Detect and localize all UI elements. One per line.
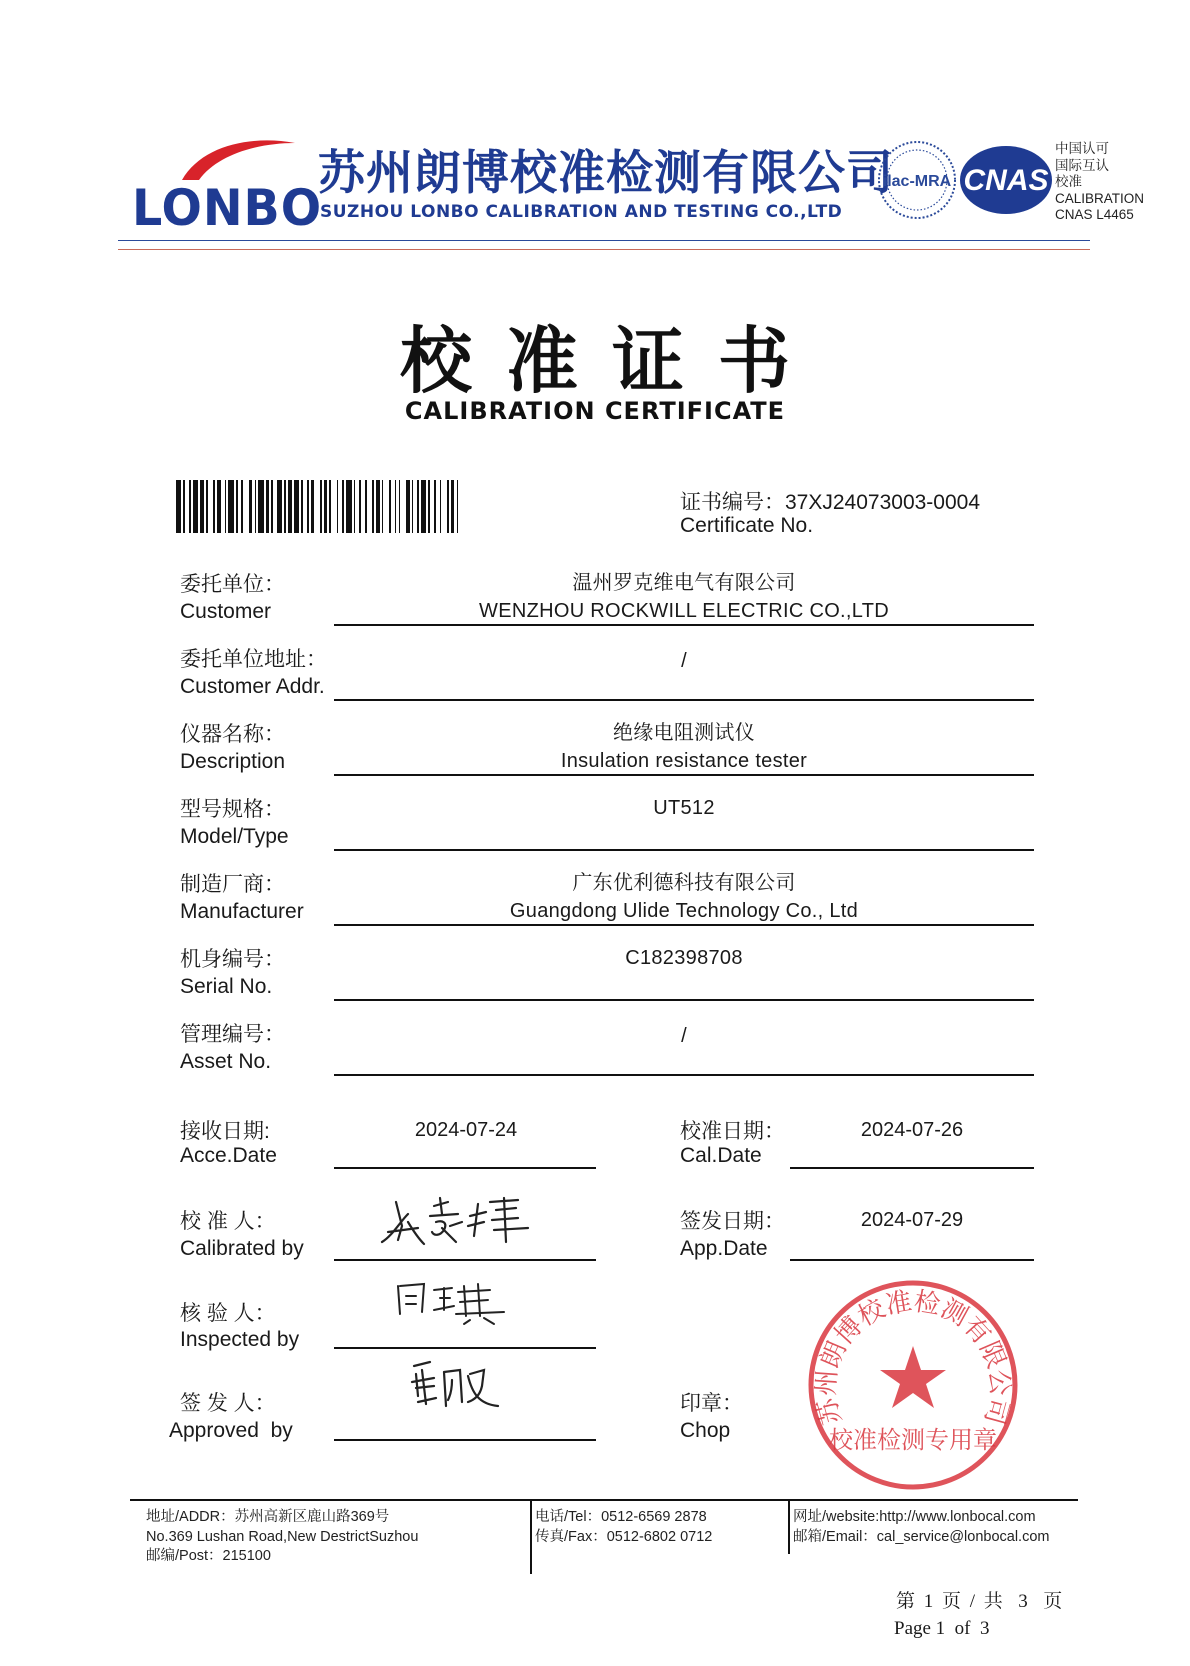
approver-signature	[408, 1356, 504, 1416]
calibrator-signature	[378, 1192, 538, 1250]
barcode-bar	[329, 480, 331, 533]
barcode-bar	[457, 480, 459, 533]
ilac-mra-logo-icon	[875, 135, 959, 225]
title-cn: 校准证书	[399, 319, 824, 403]
barcode-bar	[228, 480, 233, 533]
barcode-bar	[399, 480, 401, 533]
app-date-label-cn: 签发日期：	[680, 1210, 785, 1233]
barcode-bar	[365, 480, 367, 533]
cnas-info-line: 国际互认	[1055, 157, 1109, 173]
footer-divider	[130, 1499, 1078, 1501]
footer-separator	[530, 1501, 532, 1574]
logo-swoosh-icon	[177, 135, 297, 185]
company-name-cn: 苏州朗博校准检测有限公司	[318, 146, 894, 201]
barcode-bar	[225, 480, 227, 533]
description-underline	[334, 774, 1034, 776]
barcode-bar	[266, 480, 270, 533]
barcode-bar	[376, 480, 380, 533]
barcode-bar	[277, 480, 282, 533]
manufacturer-label-en: Manufacturer	[180, 900, 304, 923]
description-value-en: Insulation resistance tester	[560, 750, 808, 772]
customer-underline	[334, 624, 1034, 626]
barcode-bar	[183, 480, 185, 533]
barcode-bar	[389, 480, 391, 533]
customer-addr-label-cn: 委托单位地址：	[180, 648, 327, 671]
barcode-bar	[337, 480, 339, 533]
barcode-bar	[213, 480, 215, 533]
cal-date-label-cn: 校准日期：	[680, 1120, 785, 1143]
cnas-accreditation-info	[1055, 141, 1144, 224]
customer-label-cn: 委托单位：	[180, 573, 285, 596]
footer-fax: 传真/Fax：0512-6802 0712	[535, 1528, 713, 1545]
barcode-bar	[200, 480, 204, 533]
barcode-bar	[236, 480, 238, 533]
certificate-number-value: 37XJ24073003-0004	[785, 491, 981, 514]
customer-value-en: WENZHOU ROCKWILL ELECTRIC CO.,LTD	[479, 600, 889, 622]
certificate-number-label-en: Certificate No.	[680, 514, 814, 537]
footer-address	[146, 1508, 418, 1567]
barcode-bar	[193, 480, 198, 533]
footer-phone	[535, 1508, 712, 1547]
barcode-bar	[354, 480, 356, 533]
barcode-bar	[311, 480, 315, 533]
customer-addr-value: /	[681, 650, 687, 672]
calibrated-by-label-cn: 校 准 人：	[180, 1210, 276, 1233]
inspected-by-underline	[334, 1347, 596, 1349]
cal-date-value: 2024-07-26	[860, 1119, 964, 1141]
app-date-label-en: App.Date	[680, 1237, 768, 1260]
chop-label-en: Chop	[680, 1419, 731, 1442]
certificate-number	[680, 486, 980, 516]
barcode-bar	[440, 480, 442, 533]
barcode-bar	[359, 480, 361, 533]
calibrated-by-label-en: Calibrated by	[180, 1237, 304, 1260]
barcode-bar	[241, 480, 243, 533]
barcode-bar	[255, 480, 257, 533]
app-date-value: 2024-07-29	[860, 1209, 964, 1231]
footer-website: 网址/website:http://www.lonbocal.com	[793, 1509, 1036, 1525]
asset-underline	[334, 1074, 1034, 1076]
page-number-cn: 第 1 页 / 共 3 页	[896, 1591, 1065, 1612]
manufacturer-underline	[334, 924, 1034, 926]
header-divider-accent	[118, 249, 1090, 250]
inspector-signature	[394, 1276, 512, 1326]
certificate-number-label: 证书编号：	[680, 491, 785, 514]
acce-date-underline	[334, 1167, 596, 1169]
barcode-bar	[271, 480, 273, 533]
page-number-en: Page 1 of 3	[894, 1618, 990, 1639]
model-underline	[334, 849, 1034, 851]
serial-label-en: Serial No.	[180, 975, 273, 998]
manufacturer-label-cn: 制造厂商：	[180, 873, 285, 896]
serial-underline	[334, 999, 1034, 1001]
barcode-bar	[176, 480, 181, 533]
acce-date-value: 2024-07-24	[414, 1119, 518, 1141]
asset-label-cn: 管理编号：	[180, 1023, 285, 1046]
footer-address-line: No.369 Lushan Road,New DestrictSuzhou	[146, 1528, 419, 1545]
barcode-bar	[249, 480, 253, 533]
barcode-bar	[301, 480, 303, 533]
logo-text: LONBO	[132, 179, 323, 237]
barcode-bar	[206, 480, 208, 533]
barcode-bar	[417, 480, 419, 533]
barcode-bar	[342, 480, 344, 533]
barcode-bar	[428, 480, 430, 533]
approved-by-underline	[334, 1439, 596, 1441]
cnas-info-line: CALIBRATION	[1055, 190, 1145, 206]
serial-value: C182398708	[625, 947, 743, 969]
barcode-bar	[189, 480, 191, 533]
cal-date-underline	[790, 1167, 1034, 1169]
barcode-bar	[307, 480, 309, 533]
inspected-by-label-en: Inspected by	[180, 1328, 300, 1351]
asset-value: /	[681, 1025, 687, 1047]
barcode-bar	[395, 480, 397, 533]
seal-company-text: 苏州朗博校准检测有限公司	[811, 1286, 1015, 1428]
chop-label-cn: 印章：	[680, 1392, 743, 1415]
official-seal-stamp	[806, 1278, 1020, 1492]
barcode-bar	[324, 480, 328, 533]
customer-addr-underline	[334, 699, 1034, 701]
description-label-en: Description	[180, 750, 286, 773]
barcode-bar	[412, 480, 414, 533]
barcode-bar	[406, 480, 410, 533]
description-value-cn: 绝缘电阻测试仪	[612, 722, 756, 744]
barcode-bar	[346, 480, 351, 533]
barcode-bar	[288, 480, 292, 533]
barcode-bar	[294, 480, 299, 533]
footer-email: 邮箱/Email：cal_service@lonbocal.com	[793, 1528, 1050, 1545]
header-divider	[118, 240, 1090, 241]
seal-purpose-text: 校准检测专用章	[829, 1426, 997, 1454]
ilac-text: ilac-MRA	[882, 173, 952, 190]
calibrated-by-underline	[334, 1259, 596, 1261]
barcode	[176, 480, 464, 533]
manufacturer-value-cn: 广东优利德科技有限公司	[572, 872, 796, 894]
customer-value-cn: 温州罗克维电气有限公司	[572, 572, 796, 594]
barcode-bar	[258, 480, 263, 533]
footer-postcode: 邮编/Post：215100	[146, 1548, 271, 1564]
cnas-info-line: 校准	[1055, 174, 1082, 189]
company-name-en: SUZHOU LONBO CALIBRATION AND TESTING CO.,LTD	[320, 202, 843, 222]
cnas-info-line: CNAS L4465	[1055, 207, 1134, 222]
barcode-bar	[421, 480, 426, 533]
barcode-bar	[217, 480, 221, 533]
barcode-bar	[434, 480, 436, 533]
barcode-bar	[451, 480, 455, 533]
barcode-bar	[447, 480, 449, 533]
lonbo-logo	[132, 135, 323, 237]
serial-label-cn: 机身编号：	[180, 948, 285, 971]
asset-label-en: Asset No.	[180, 1050, 272, 1073]
barcode-bar	[284, 480, 286, 533]
barcode-bar	[382, 480, 384, 533]
acce-date-label-en: Acce.Date	[180, 1144, 277, 1167]
cal-date-label-en: Cal.Date	[680, 1144, 762, 1167]
cnas-logo-icon	[958, 143, 1058, 217]
barcode-bar	[372, 480, 374, 533]
acce-date-label-cn: 接收日期:	[180, 1120, 270, 1143]
cnas-text: CNAS	[963, 164, 1049, 197]
barcode-bar	[320, 480, 322, 533]
description-label-cn: 仪器名称：	[180, 723, 285, 746]
cnas-info-line: 中国认可	[1055, 141, 1109, 156]
approved-by-label-cn: 签 发 人：	[180, 1392, 276, 1415]
footer-web	[793, 1508, 1049, 1547]
customer-addr-label-en: Customer Addr.	[180, 675, 325, 698]
approved-by-label-en: Approved by	[169, 1419, 293, 1442]
model-label-en: Model/Type	[180, 825, 289, 848]
inspected-by-label-cn: 核 验 人：	[180, 1302, 276, 1325]
footer-tel: 电话/Tel：0512-6569 2878	[535, 1509, 707, 1525]
seal-star-icon	[880, 1346, 946, 1408]
title-en: CALIBRATION CERTIFICATE	[404, 397, 786, 425]
footer-separator	[788, 1501, 790, 1554]
customer-label-en: Customer	[180, 600, 272, 623]
app-date-underline	[790, 1259, 1034, 1261]
footer-address-line: 地址/ADDR：苏州高新区鹿山路369号	[146, 1509, 390, 1525]
manufacturer-value-en: Guangdong Ulide Technology Co., Ltd	[509, 900, 859, 922]
model-label-cn: 型号规格：	[180, 798, 285, 821]
model-value: UT512	[653, 797, 715, 819]
